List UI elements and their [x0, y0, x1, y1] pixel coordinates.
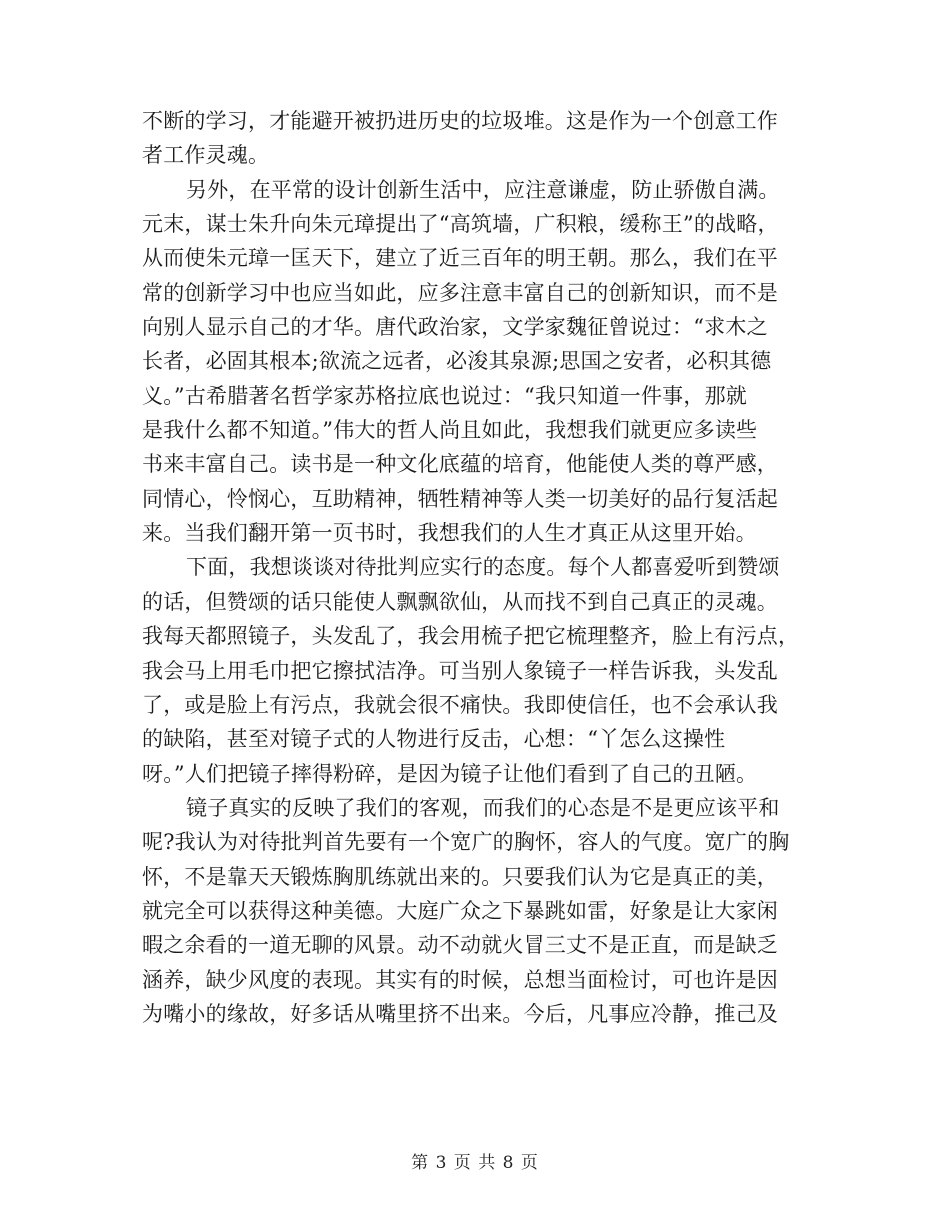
- text-line: 不断的学习，才能避开被扔进历史的垃圾堆。这是作为一个创意工作: [142, 109, 778, 133]
- text-line: 怀，不是靠天天锻炼胸肌练就出来的。只要我们认为它是真正的美，: [142, 864, 778, 889]
- text-line: 义。”古希腊著名哲学家苏格拉底也说过：“我只知道一件事，那就: [142, 383, 747, 408]
- text-line: 书来丰富自己。读书是一种文化底蕴的培育，他能使人类的尊严感，: [142, 452, 778, 477]
- text-line: 同情心，怜悯心，互助精神，牺牲精神等人类一切美好的品行复活起: [142, 486, 778, 511]
- paragraph: [142, 104, 802, 173]
- body-text: [142, 104, 802, 1031]
- text-line: 暇之余看的一道无聊的风景。动不动就火冒三丈不是正直，而是缺乏: [142, 933, 778, 958]
- text-line: 下面，我想谈谈对待批判应实行的态度。每个人都喜爱听到赞颂: [186, 555, 780, 580]
- text-line: 从而使朱元璋一匡天下，建立了近三百年的明王朝。那么，我们在平: [142, 246, 778, 271]
- text-line: 为嘴小的缘故，好多话从嘴里挤不出来。今后，凡事应冷静，推己及: [142, 1001, 778, 1026]
- text-line: 呀。”人们把镜子摔得粉碎，是因为镜子让他们看到了自己的丑陋。: [142, 761, 758, 786]
- text-line: 另外，在平常的设计创新生活中，应注意谦虚，防止骄傲自满。: [186, 177, 780, 202]
- text-line: 者工作灵魂。: [142, 143, 270, 168]
- text-line: 我每天都照镜子，头发乱了，我会用梳子把它梳理整齐，脸上有污点，: [142, 624, 800, 649]
- text-line: 我会马上用毛巾把它擦拭洁净。可当别人象镜子一样告诉我，头发乱: [142, 658, 778, 683]
- paragraph: [142, 791, 802, 1031]
- text-line: 镜子真实的反映了我们的客观，而我们的心态是不是更应该平和: [186, 795, 780, 820]
- text-line: 的缺陷，甚至对镜子式的人物进行反击，心想：“丫怎么这操性: [142, 727, 726, 752]
- text-line: 就完全可以获得这种美德。大庭广众之下暴跳如雷，好象是让大家闲: [142, 898, 778, 923]
- text-line: 元末，谋士朱升向朱元璋提出了“高筑墙，广积粮，缓称王”的战略，: [142, 212, 779, 237]
- text-line: 涵养，缺少风度的表现。其实有的时候，总想当面检讨，可也许是因: [142, 967, 778, 992]
- page-footer: 第 3 页 共 8 页: [411, 1153, 539, 1173]
- text-line: 的话，但赞颂的话只能使人飘飘欲仙，从而找不到自己真正的灵魂。: [142, 589, 778, 614]
- text-line: 是我什么都不知道。”伟大的哲人尚且如此，我想我们就更应多读些: [142, 418, 758, 443]
- paragraph: [142, 173, 802, 551]
- paragraph: [142, 550, 802, 790]
- text-line: 向别人显示自己的才华。唐代政治家，文学家魏征曾说过：“求木之: [142, 315, 768, 340]
- text-line: 了，或是脸上有污点，我就会很不痛快。我即使信任，也不会承认我: [142, 692, 778, 717]
- text-line: 长者，必固其根本;欲流之远者，必浚其泉源;思国之安者，必积其德: [142, 349, 772, 374]
- text-line: 来。当我们翻开第一页书时，我想我们的人生才真正从这里开始。: [142, 521, 757, 546]
- text-line: 呢?我认为对待批判首先要有一个宽广的胸怀，容人的气度。宽广的胸: [142, 830, 790, 855]
- text-line: 常的创新学习中也应当如此，应多注意丰富自己的创新知识，而不是: [142, 280, 778, 305]
